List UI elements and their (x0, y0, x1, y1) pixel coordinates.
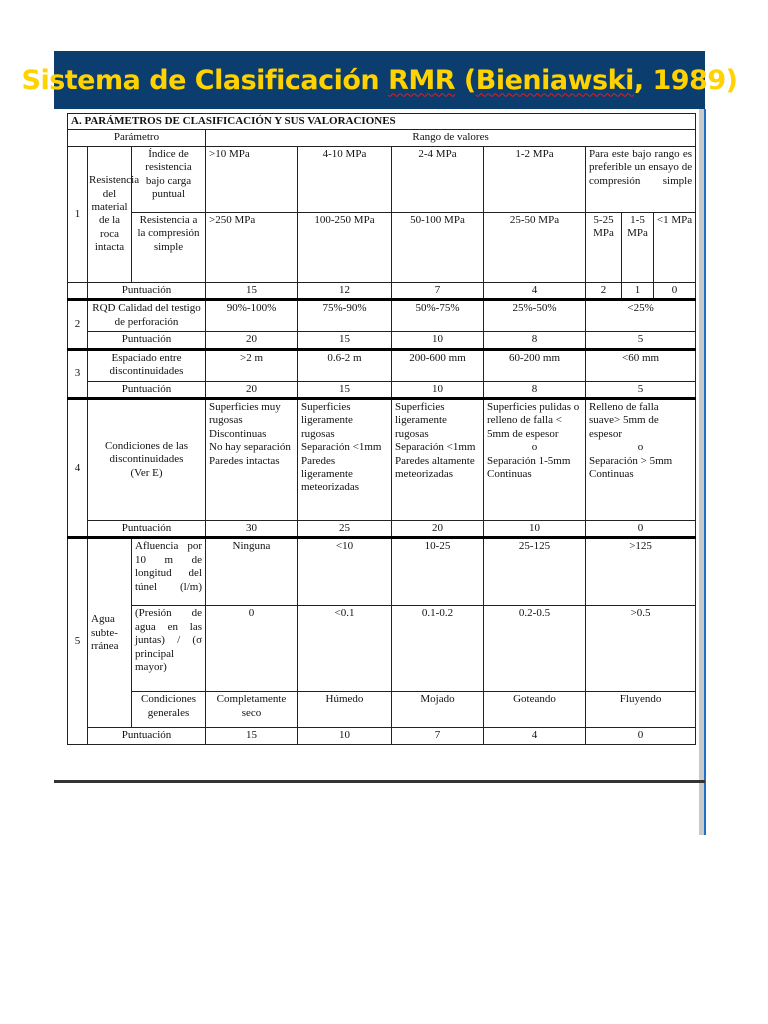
p4-value-line: Separación <1mm (301, 441, 382, 454)
p4-value-cell (484, 399, 586, 521)
p3-value: 0.6-2 m (298, 349, 392, 381)
p5-number: 5 (68, 538, 88, 744)
p4-value-cell (298, 399, 392, 521)
p5-sub1-value: >125 (586, 538, 696, 606)
p5-name: Agua subte-rránea (88, 538, 132, 728)
p3-score: 15 (298, 381, 392, 398)
p4-value-line: Separación 1-5mm (487, 454, 571, 467)
p1-sub1-label: Índice de resistencia bajo carga puntual (132, 146, 206, 212)
p4-value-line: o (531, 441, 538, 454)
p1-name: Resistencia del material de la roca intacta (88, 146, 132, 282)
p4-value-line: Superficies pulidas o relleno de falla < 5mm de espesor (487, 401, 580, 440)
p1-score: 1 (622, 282, 654, 299)
p2-value: <25% (586, 300, 696, 332)
p3-score-label: Puntuación (88, 381, 206, 398)
p2-score: 5 (586, 332, 696, 349)
p5-sub3-value: Goteando (484, 692, 586, 728)
p4-score: 30 (206, 521, 298, 538)
rmr-classification-table (67, 113, 696, 745)
title-bar (21, 51, 738, 109)
p2-score: 15 (298, 332, 392, 349)
p3-name: Espaciado entre discontinuidades (88, 349, 206, 381)
p2-score: 20 (206, 332, 298, 349)
p3-value: 200-600 mm (392, 349, 484, 381)
p3-score: 5 (586, 381, 696, 398)
header-parametro: Parámetro (68, 130, 206, 146)
slide-side-accent (704, 109, 706, 835)
p1-score: 2 (586, 282, 622, 299)
p4-score-label: Puntuación (88, 521, 206, 538)
p1-sub1-value: 4-10 MPa (298, 146, 392, 212)
p4-number: 4 (68, 399, 88, 538)
p4-score: 10 (484, 521, 586, 538)
p1-score: 12 (298, 282, 392, 299)
p5-sub3-value: Completamente seco (206, 692, 298, 728)
p4-value-line: Continuas (589, 468, 634, 481)
p1-sub2-value: 50-100 MPa (392, 212, 484, 282)
title-rmr: RMR (388, 64, 456, 96)
p5-sub2-label: (Presión de agua en las juntas) / (σ principal mayor) (132, 606, 206, 692)
slide (21, 51, 738, 783)
p1-sub2-value: >250 MPa (206, 212, 298, 282)
p1-score: 0 (654, 282, 696, 299)
p1-score: 7 (392, 282, 484, 299)
p5-score: 0 (586, 728, 696, 744)
p5-sub3-label: Condiciones generales (132, 692, 206, 728)
p4-score: 0 (586, 521, 696, 538)
p2-value: 90%-100% (206, 300, 298, 332)
p5-sub2-value: >0.5 (586, 606, 696, 692)
p5-sub1-value: 25-125 (484, 538, 586, 606)
p3-value: >2 m (206, 349, 298, 381)
p5-sub2-value: 0.2-0.5 (484, 606, 586, 692)
p1-score-blank (68, 282, 88, 299)
slide-bottom-line (54, 780, 705, 783)
p3-score: 8 (484, 381, 586, 398)
p1-sub2-low-value: 5-25 MPa (586, 212, 622, 282)
p4-value-line: Superficies muy rugosas (209, 401, 281, 427)
p3-value: 60-200 mm (484, 349, 586, 381)
p4-value-cell (206, 399, 298, 521)
slide-title: Sistema de Clasificación RMR (Bieniawski, 1989) (21, 64, 738, 96)
section-title: A. PARÁMETROS DE CLASIFICACIÓN Y SUS VALORACIONES (68, 114, 696, 130)
p5-sub3-value: Húmedo (298, 692, 392, 728)
p1-sub2-label: Resistencia a la compresión simple (132, 212, 206, 282)
p5-sub1-value: Ninguna (206, 538, 298, 606)
p1-sub2-low-value: 1-5 MPa (622, 212, 654, 282)
p4-name: Condiciones de las discontinuidades (104, 439, 189, 466)
p2-value: 25%-50% (484, 300, 586, 332)
p4-value-line: Discontinuas (209, 427, 267, 440)
p5-sub2-value: <0.1 (298, 606, 392, 692)
p4-value-line: o (637, 441, 644, 454)
p4-value-line: Separación > 5mm (589, 454, 673, 467)
p4-value-line: Superficies ligeramente rugosas (301, 401, 353, 440)
p2-score: 8 (484, 332, 586, 349)
rmr-table-wrapper (67, 113, 695, 781)
p1-sub2-value: 25-50 MPa (484, 212, 586, 282)
p3-number: 3 (68, 349, 88, 398)
p5-score: 15 (206, 728, 298, 744)
p5-sub1-label: Afluencia por 10 m de longitud del túnel (l/m) (132, 538, 206, 606)
p5-sub1-value: 10-25 (392, 538, 484, 606)
p4-value-line: Superficies ligeramente rugosas (395, 401, 447, 440)
p1-sub2-low-value: <1 MPa (654, 212, 696, 282)
p1-score: 4 (484, 282, 586, 299)
p4-score: 20 (392, 521, 484, 538)
p4-value-cell (586, 399, 696, 521)
p4-score: 25 (298, 521, 392, 538)
p4-value-line: Continuas (487, 468, 532, 481)
header-rango: Rango de valores (206, 130, 696, 146)
p2-score: 10 (392, 332, 484, 349)
p4-value-line: Relleno de falla suave> 5mm de espesor (589, 401, 659, 440)
p4-name-cell (88, 399, 206, 521)
p5-sub2-value: 0.1-0.2 (392, 606, 484, 692)
p4-value-line: Paredes ligeramente meteorizadas (301, 454, 360, 494)
p2-value: 75%-90% (298, 300, 392, 332)
p1-sub1-note: Para este bajo rango es preferible un ensayo de compresión simple (586, 146, 696, 212)
p5-score: 7 (392, 728, 484, 744)
p2-value: 50%-75% (392, 300, 484, 332)
p1-sub1-value: 1-2 MPa (484, 146, 586, 212)
p5-score-label: Puntuación (88, 728, 206, 744)
p4-value-line: No hay separación (209, 441, 291, 454)
p4-value-cell (392, 399, 484, 521)
p5-sub2-value: 0 (206, 606, 298, 692)
p1-score: 15 (206, 282, 298, 299)
p3-score: 20 (206, 381, 298, 398)
p2-score-label: Puntuación (88, 332, 206, 349)
p1-score-label: Puntuación (88, 282, 206, 299)
p1-number: 1 (68, 146, 88, 282)
p1-sub1-value: >10 MPa (206, 146, 298, 212)
p5-score: 4 (484, 728, 586, 744)
p2-number: 2 (68, 300, 88, 349)
p5-sub1-value: <10 (298, 538, 392, 606)
title-author: Bieniawski (475, 64, 634, 96)
p1-sub2-value: 100-250 MPa (298, 212, 392, 282)
p5-score: 10 (298, 728, 392, 744)
p2-name: RQD Calidad del testigo de perforación (88, 300, 206, 332)
p4-value-line: Paredes intactas (209, 454, 280, 467)
p3-value: <60 mm (586, 349, 696, 381)
p4-name-ref: (Ver E) (130, 466, 163, 479)
p5-sub3-value: Fluyendo (586, 692, 696, 728)
p5-sub3-value: Mojado (392, 692, 484, 728)
p1-sub1-value: 2-4 MPa (392, 146, 484, 212)
p3-score: 10 (392, 381, 484, 398)
p4-value-line: Paredes altamente meteorizadas (395, 454, 475, 481)
p4-value-line: Separación <1mm (395, 441, 476, 454)
